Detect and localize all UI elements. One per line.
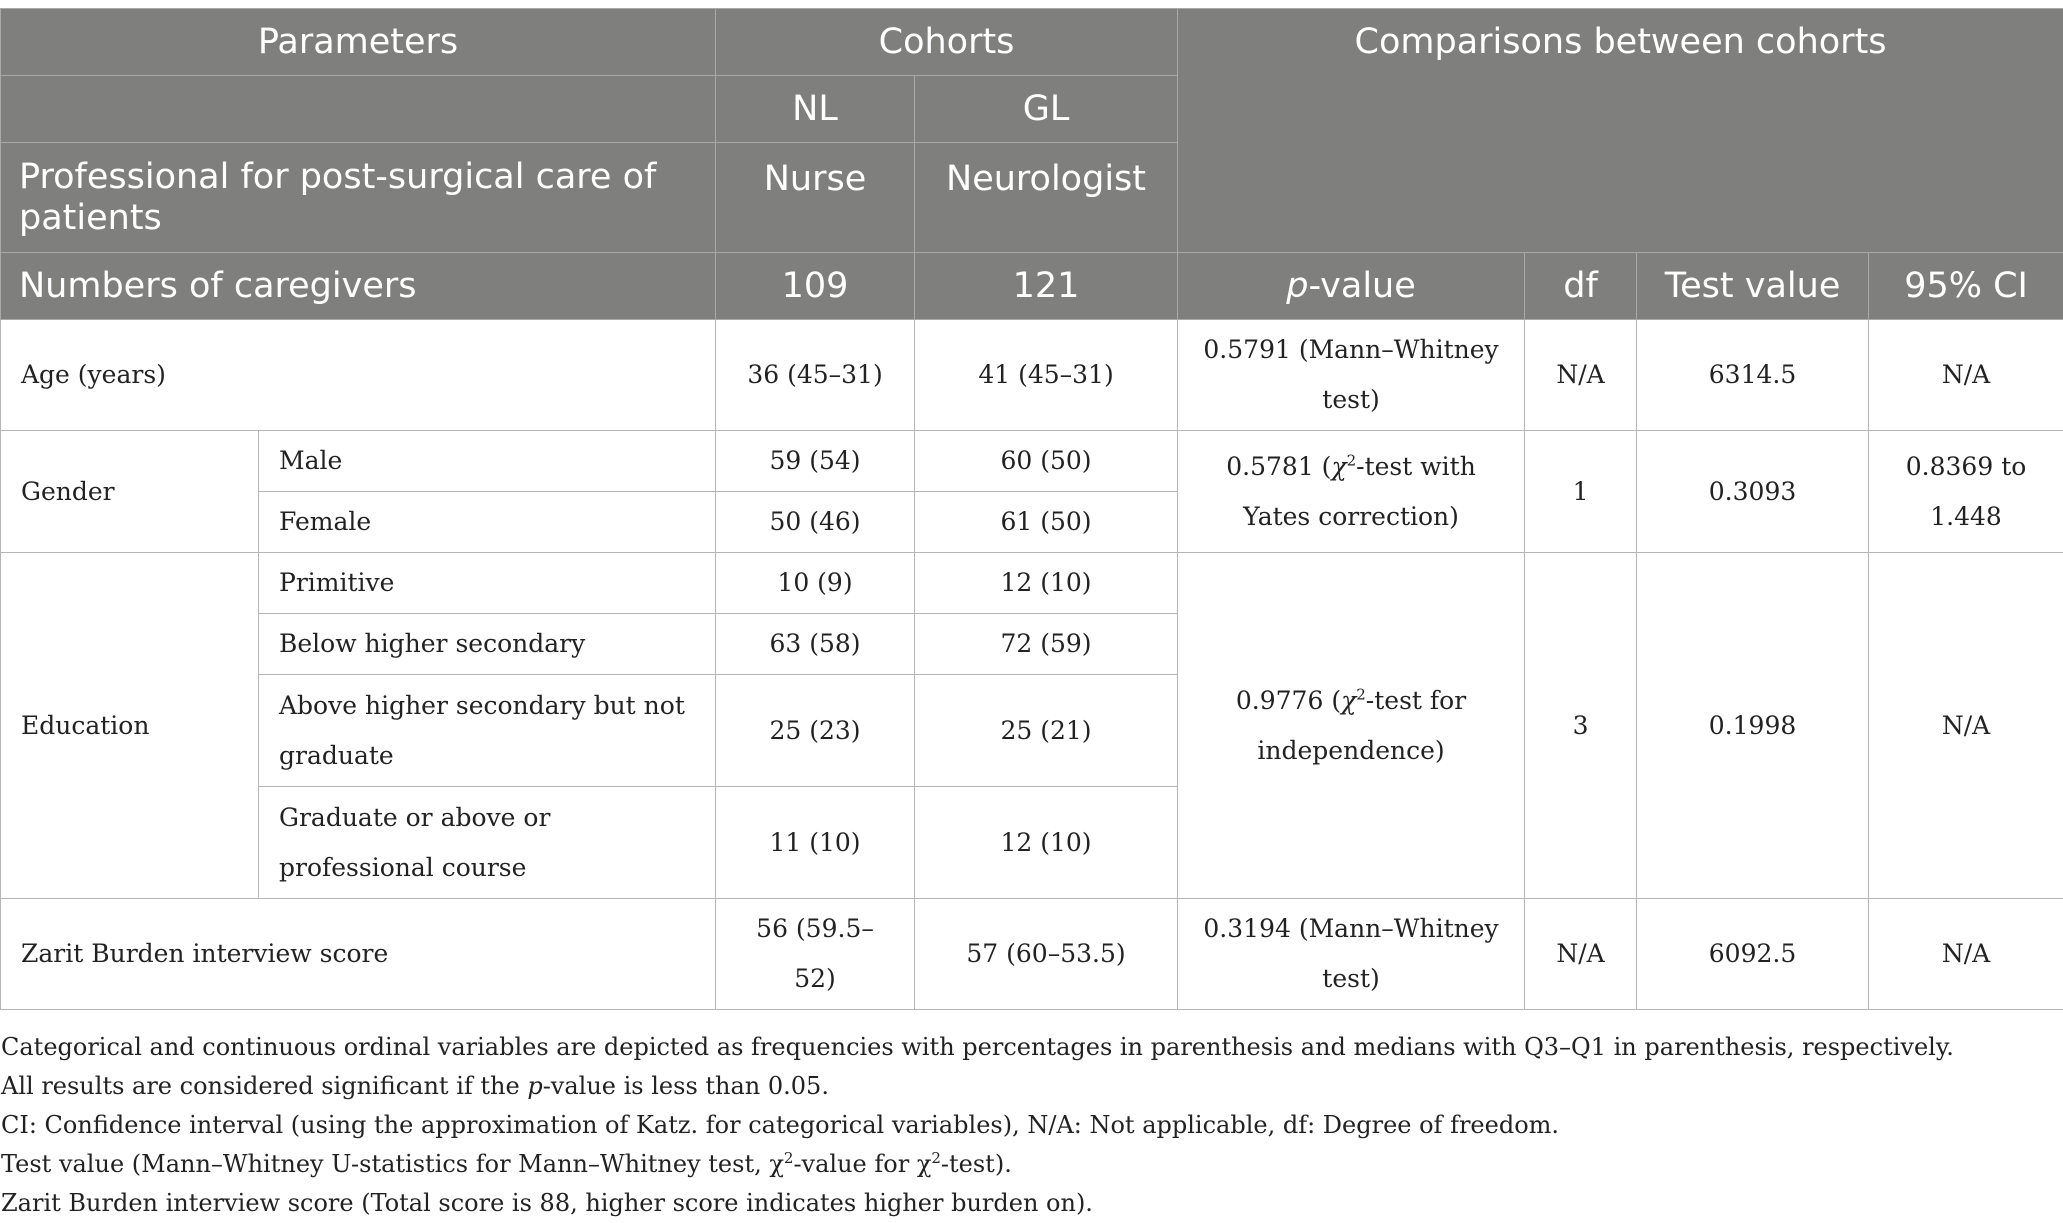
header-n-gl: 121 bbox=[915, 253, 1178, 320]
row-zarit bbox=[1, 899, 2063, 1010]
education-level-gl: 72 (59) bbox=[915, 614, 1178, 675]
education-level-nl: 10 (9) bbox=[716, 553, 915, 614]
row-gender-male bbox=[1, 431, 2063, 492]
row-education-1 bbox=[1, 553, 2063, 614]
education-df: 3 bbox=[1525, 553, 1637, 899]
age-label: Age (years) bbox=[1, 320, 716, 431]
header-p-rest: -value bbox=[1308, 266, 1415, 306]
zarit-nl: 56 (59.5–52) bbox=[716, 899, 915, 1010]
education-level-name: Below higher secondary bbox=[259, 614, 716, 675]
education-level-name: Primitive bbox=[259, 553, 716, 614]
footnote-2-pre: All results are considered significant if the bbox=[1, 1072, 527, 1100]
header-n-nl: 109 bbox=[716, 253, 915, 320]
results-table bbox=[0, 8, 2063, 1010]
header-professional: Professional for post-surgical care of patients bbox=[1, 143, 716, 253]
age-gl: 41 (45–31) bbox=[915, 320, 1178, 431]
education-level-nl: 11 (10) bbox=[716, 787, 915, 899]
header-gl: GL bbox=[915, 76, 1178, 143]
footnote-4-a: Test value (Mann–Whitney U-statistics for Mann–Whitney test, χ bbox=[1, 1150, 784, 1178]
age-nl: 36 (45–31) bbox=[716, 320, 915, 431]
footnote-2-p: p bbox=[527, 1072, 542, 1100]
education-p-sup: 2 bbox=[1356, 685, 1366, 703]
age-p: 0.5791 (Mann–Whitney test) bbox=[1178, 320, 1525, 431]
education-label: Education bbox=[1, 553, 259, 899]
education-level-nl: 25 (23) bbox=[716, 675, 915, 787]
header-p-value bbox=[1178, 253, 1525, 320]
education-level-name: Above higher secondary but not graduate bbox=[259, 675, 716, 787]
age-df: N/A bbox=[1525, 320, 1637, 431]
education-test: 0.1998 bbox=[1637, 553, 1869, 899]
zarit-p: 0.3194 (Mann–Whitney test) bbox=[1178, 899, 1525, 1010]
education-p-pre: 0.9776 ( bbox=[1236, 686, 1341, 715]
table-footnotes bbox=[0, 1028, 2063, 1223]
gender-female-gl: 61 (50) bbox=[915, 492, 1178, 553]
age-test: 6314.5 bbox=[1637, 320, 1869, 431]
footnote-4-sup1: 2 bbox=[784, 1149, 794, 1167]
zarit-gl: 57 (60–53.5) bbox=[915, 899, 1178, 1010]
zarit-ci: N/A bbox=[1869, 899, 2063, 1010]
education-level-gl: 12 (10) bbox=[915, 787, 1178, 899]
header-row-4 bbox=[1, 253, 2063, 320]
gender-p-pre: 0.5781 ( bbox=[1226, 452, 1331, 481]
gender-p-sup: 2 bbox=[1347, 451, 1357, 469]
footnote-3: CI: Confidence interval (using the approximation of Katz. for categorical variables), N/A: Not applicable, df: Degree of freedom. bbox=[0, 1106, 2063, 1145]
gender-p-post: -test with Yates correction) bbox=[1243, 452, 1476, 531]
gender-p bbox=[1178, 431, 1525, 553]
footnote-5: Zarit Burden interview score (Total score is 88, higher score indicates higher burden on). bbox=[0, 1184, 2063, 1223]
footnote-4-b: -value for χ bbox=[793, 1150, 931, 1178]
footnote-1: Categorical and continuous ordinal variables are depicted as frequencies with percentages in parenthesis and medians with Q3–Q1 in parenthesis, respectively. bbox=[0, 1028, 2063, 1067]
gender-df: 1 bbox=[1525, 431, 1637, 553]
header-df: df bbox=[1525, 253, 1637, 320]
gender-male-nl: 59 (54) bbox=[716, 431, 915, 492]
footnote-4-sup2: 2 bbox=[931, 1149, 941, 1167]
footnote-2-post: -value is less than 0.05. bbox=[543, 1072, 829, 1100]
header-nl: NL bbox=[716, 76, 915, 143]
education-p-post: -test for independence) bbox=[1257, 686, 1466, 765]
education-p bbox=[1178, 553, 1525, 899]
education-level-gl: 12 (10) bbox=[915, 553, 1178, 614]
gender-ci: 0.8369 to 1.448 bbox=[1869, 431, 2063, 553]
gender-female: Female bbox=[259, 492, 716, 553]
header-comparisons: Comparisons between cohorts bbox=[1178, 9, 2063, 253]
zarit-test: 6092.5 bbox=[1637, 899, 1869, 1010]
education-level-name: Graduate or above or professional course bbox=[259, 787, 716, 899]
footnote-4-c: -test). bbox=[941, 1150, 1012, 1178]
header-caregivers: Numbers of caregivers bbox=[1, 253, 716, 320]
header-p-italic: p bbox=[1286, 266, 1308, 306]
gender-p-chi: χ bbox=[1331, 452, 1346, 481]
gender-female-nl: 50 (46) bbox=[716, 492, 915, 553]
age-ci: N/A bbox=[1869, 320, 2063, 431]
header-test-value: Test value bbox=[1637, 253, 1869, 320]
education-level-gl: 25 (21) bbox=[915, 675, 1178, 787]
education-p-chi: χ bbox=[1341, 686, 1356, 715]
footnote-2 bbox=[0, 1067, 2063, 1106]
header-neurologist: Neurologist bbox=[915, 143, 1178, 253]
gender-test: 0.3093 bbox=[1637, 431, 1869, 553]
header-ci: 95% CI bbox=[1869, 253, 2063, 320]
header-row-1 bbox=[1, 9, 2063, 76]
header-parameters: Parameters bbox=[1, 9, 716, 76]
gender-male: Male bbox=[259, 431, 716, 492]
table-container bbox=[0, 8, 2063, 1010]
education-level-nl: 63 (58) bbox=[716, 614, 915, 675]
header-cohorts: Cohorts bbox=[716, 9, 1178, 76]
gender-male-gl: 60 (50) bbox=[915, 431, 1178, 492]
row-age bbox=[1, 320, 2063, 431]
header-parameters-blank bbox=[1, 76, 716, 143]
footnote-4 bbox=[0, 1145, 2063, 1184]
gender-label: Gender bbox=[1, 431, 259, 553]
header-nurse: Nurse bbox=[716, 143, 915, 253]
zarit-df: N/A bbox=[1525, 899, 1637, 1010]
education-ci: N/A bbox=[1869, 553, 2063, 899]
zarit-label: Zarit Burden interview score bbox=[1, 899, 716, 1010]
